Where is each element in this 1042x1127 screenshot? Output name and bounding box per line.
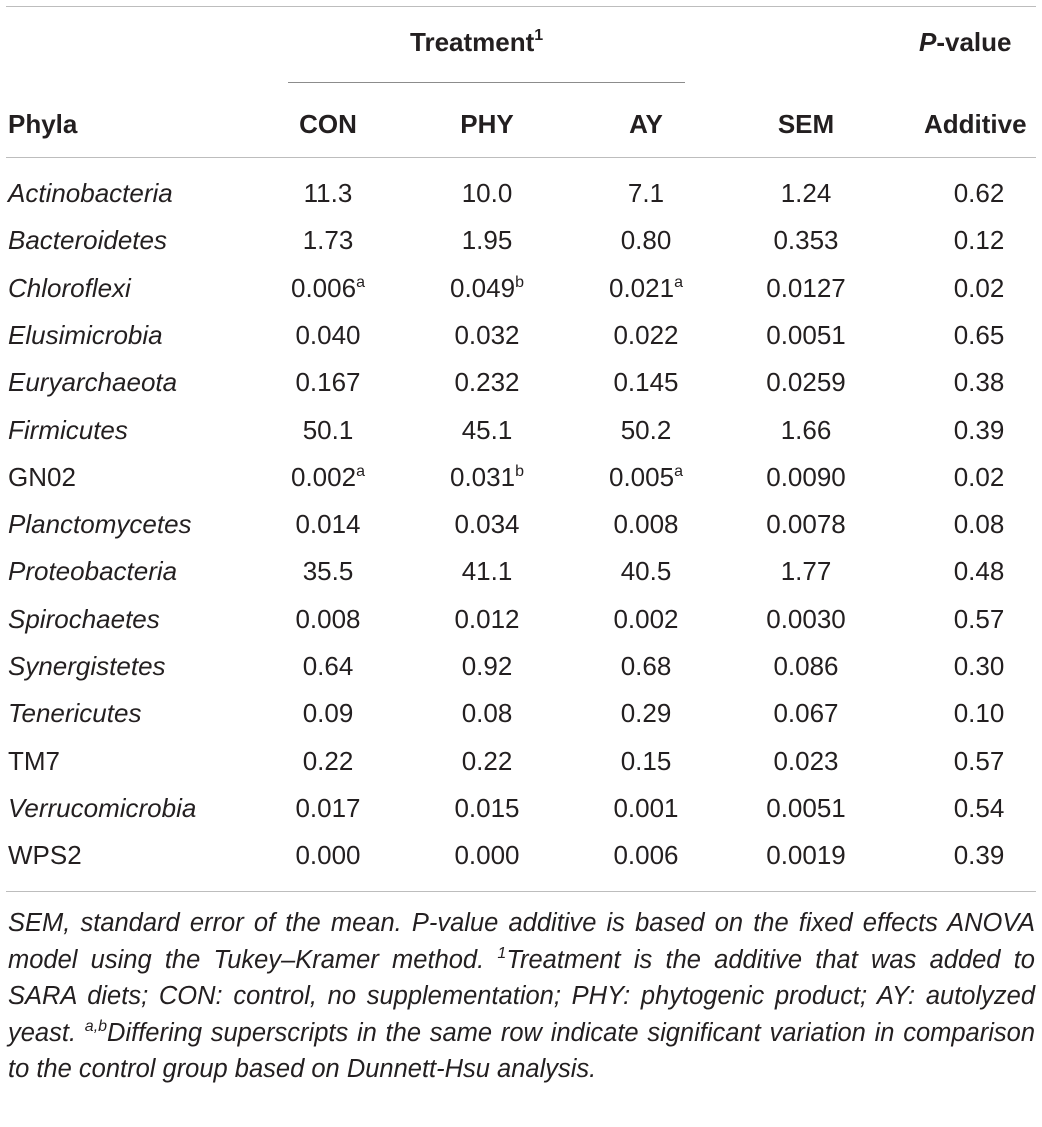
sem-value: 0.067 (773, 698, 839, 729)
header-bottom-rule (6, 157, 1036, 158)
sem-value: 0.0127 (766, 272, 846, 303)
phy-value: 0.232 (454, 367, 520, 398)
ay-value: 0.68 (620, 651, 672, 681)
phy-cell (407, 785, 567, 832)
con-value: 0.008 (295, 603, 361, 634)
ay-cell (566, 643, 726, 690)
con-cell (248, 785, 408, 832)
con-value: 0.09 (302, 698, 354, 729)
con-value: 0.014 (295, 509, 361, 540)
phyla-cell: Elusimicrobia (8, 319, 163, 350)
phy-value: 0.012 (454, 603, 520, 634)
con-cell (248, 265, 408, 312)
phy-value: 0.031 (450, 461, 516, 492)
treatment-footnote-marker: 1 (534, 27, 544, 44)
p-value: 0.08 (953, 509, 1005, 540)
phy-value: 0.034 (454, 509, 520, 540)
table-footnote (8, 905, 1035, 1088)
sem-cell (726, 738, 886, 785)
ay-cell (566, 690, 726, 737)
p-cell (899, 548, 1042, 595)
sem-cell (726, 596, 886, 643)
sem-value: 0.0090 (766, 461, 846, 492)
con-cell (248, 501, 408, 548)
table-row (0, 596, 1042, 643)
sem-value: 0.0051 (766, 792, 846, 823)
phyla-cell: Bacteroidetes (8, 225, 167, 256)
phy-cell (407, 832, 567, 879)
pvalue-header (919, 27, 1012, 57)
con-value: 50.1 (302, 414, 354, 445)
significance-superscript: a (674, 462, 683, 480)
treatment-span-rule (288, 82, 685, 83)
sem-value: 1.77 (780, 556, 832, 587)
phy-cell (407, 690, 567, 737)
phy-value: 0.000 (454, 840, 520, 871)
phyla-cell: Spirochaetes (8, 603, 160, 634)
p-value: 0.12 (953, 225, 1005, 256)
column-header-phyla: Phyla (8, 109, 78, 139)
phy-value: 0.08 (461, 698, 513, 729)
phy-cell (407, 217, 567, 264)
con-cell (248, 170, 408, 217)
ay-value: 0.15 (620, 745, 672, 776)
table-row (0, 265, 1042, 312)
phy-cell (407, 596, 567, 643)
p-cell (899, 359, 1042, 406)
ay-value: 0.145 (613, 367, 679, 398)
sem-value: 0.0051 (766, 319, 846, 350)
con-value: 0.167 (295, 367, 361, 398)
con-cell (248, 359, 408, 406)
phy-cell (407, 312, 567, 359)
p-cell (899, 312, 1042, 359)
con-cell (248, 454, 408, 501)
con-value: 0.64 (302, 651, 354, 681)
ay-cell (566, 407, 726, 454)
ay-value: 0.021 (609, 272, 675, 303)
p-value: 0.48 (953, 556, 1005, 587)
sem-cell (726, 312, 886, 359)
p-value: 0.65 (953, 319, 1005, 350)
treatment-header-label: Treatment (410, 27, 535, 57)
con-value: 0.002 (291, 461, 357, 492)
p-value: 0.38 (953, 367, 1005, 398)
con-cell (248, 832, 408, 879)
ay-value: 50.2 (620, 414, 672, 445)
p-value: 0.57 (953, 745, 1005, 776)
sem-cell (726, 454, 886, 501)
table-row (0, 217, 1042, 264)
con-cell (248, 407, 408, 454)
phyla-cell: Chloroflexi (8, 272, 131, 303)
ay-value: 0.002 (613, 603, 679, 634)
phy-cell (407, 501, 567, 548)
sem-value: 0.0078 (766, 509, 846, 540)
significance-superscript: b (515, 462, 524, 480)
ay-cell (566, 265, 726, 312)
ay-cell (566, 738, 726, 785)
p-value: 0.39 (953, 840, 1005, 871)
ay-cell (566, 501, 726, 548)
pvalue-header-rest: -value (936, 27, 1012, 57)
p-value: 0.54 (953, 792, 1005, 823)
ay-cell (566, 832, 726, 879)
con-value: 0.040 (295, 319, 361, 350)
ay-cell (566, 170, 726, 217)
p-cell (899, 265, 1042, 312)
table-bottom-rule (6, 891, 1036, 892)
sem-value: 1.24 (780, 178, 832, 208)
p-value: 0.62 (953, 178, 1005, 208)
significance-superscript: a (674, 273, 683, 291)
p-value: 0.30 (953, 651, 1005, 681)
phy-value: 0.92 (461, 651, 513, 681)
p-cell (899, 596, 1042, 643)
p-value: 0.02 (953, 272, 1005, 303)
phy-value: 0.049 (450, 272, 516, 303)
sem-cell (726, 832, 886, 879)
sem-cell (726, 265, 886, 312)
phy-cell (407, 407, 567, 454)
table-row (0, 785, 1042, 832)
sem-cell (726, 359, 886, 406)
footnote-marker-ab: a,b (84, 1017, 108, 1035)
footnote-text-2: Treatment is the additive that was added to SARA diets; CON: control, no supplementation; PHY: phytogenic product; AY: autolyzed yeast. (8, 945, 1035, 1047)
phy-cell (407, 738, 567, 785)
footnote-marker-1: 1 (497, 944, 507, 962)
phy-value: 0.015 (454, 792, 520, 823)
column-header-con: CON (299, 109, 357, 139)
sem-value: 0.0259 (766, 367, 846, 398)
phyla-cell: Actinobacteria (8, 178, 173, 208)
con-cell (248, 548, 408, 595)
table-row (0, 643, 1042, 690)
table-top-rule (6, 6, 1036, 7)
table-row (0, 832, 1042, 879)
ay-value: 7.1 (627, 178, 665, 208)
sem-value: 1.66 (780, 414, 832, 445)
phyla-cell: GN02 (8, 461, 76, 492)
ay-cell (566, 785, 726, 832)
p-cell (899, 738, 1042, 785)
sem-cell (726, 548, 886, 595)
treatment-header (410, 27, 543, 57)
ay-value: 0.008 (613, 509, 679, 540)
pvalue-header-p: P (919, 27, 937, 57)
ay-value: 0.29 (620, 698, 672, 729)
phy-value: 0.032 (454, 319, 520, 350)
ay-value: 0.006 (613, 840, 679, 871)
con-value: 0.000 (295, 840, 361, 871)
ay-cell (566, 359, 726, 406)
table-row (0, 548, 1042, 595)
ay-cell (566, 217, 726, 264)
sem-cell (726, 170, 886, 217)
significance-superscript: b (515, 273, 524, 291)
ay-value: 0.005 (609, 461, 675, 492)
column-header-sem: SEM (777, 109, 835, 139)
con-cell (248, 690, 408, 737)
phy-value: 45.1 (461, 414, 513, 445)
p-cell (899, 454, 1042, 501)
con-value: 0.017 (295, 792, 361, 823)
table-row (0, 359, 1042, 406)
footnote-text-3: Differing superscripts in the same row indicate significant variation in comparison to the control group based on Dunnett-Hsu analysis. (8, 1018, 1036, 1083)
ay-cell (566, 312, 726, 359)
con-value: 1.73 (302, 225, 354, 256)
con-cell (248, 596, 408, 643)
phyla-cell: TM7 (8, 745, 60, 776)
phy-cell (407, 454, 567, 501)
sem-cell (726, 501, 886, 548)
phyla-cell: WPS2 (8, 840, 82, 871)
con-cell (248, 643, 408, 690)
phy-cell (407, 359, 567, 406)
p-cell (899, 785, 1042, 832)
sem-cell (726, 785, 886, 832)
column-header-phy: PHY (460, 109, 514, 139)
sem-value: 0.0030 (766, 603, 846, 634)
ay-cell (566, 596, 726, 643)
column-header-additive: Additive (924, 109, 1027, 139)
phyla-cell: Synergistetes (8, 651, 166, 681)
p-cell (899, 690, 1042, 737)
con-cell (248, 738, 408, 785)
phyla-cell: Tenericutes (8, 698, 142, 729)
p-value: 0.10 (953, 698, 1005, 729)
con-value: 0.006 (291, 272, 357, 303)
sem-value: 0.023 (773, 745, 839, 776)
p-value: 0.02 (953, 461, 1005, 492)
p-value: 0.39 (953, 414, 1005, 445)
p-cell (899, 832, 1042, 879)
sem-cell (726, 217, 886, 264)
phyla-cell: Verrucomicrobia (8, 792, 197, 823)
table-row (0, 738, 1042, 785)
table-row (0, 170, 1042, 217)
p-cell (899, 170, 1042, 217)
p-cell (899, 643, 1042, 690)
sem-cell (726, 690, 886, 737)
sem-value: 0.0019 (766, 840, 846, 871)
phy-cell (407, 265, 567, 312)
phy-cell (407, 643, 567, 690)
ay-cell (566, 548, 726, 595)
p-cell (899, 217, 1042, 264)
phy-value: 1.95 (461, 225, 513, 256)
table-row (0, 312, 1042, 359)
p-cell (899, 501, 1042, 548)
footnote-text-1: SEM, standard error of the mean. P-value additive is based on the fixed effects ANOVA model using the Tukey–Kramer method. (8, 909, 1035, 974)
p-cell (899, 407, 1042, 454)
con-value: 11.3 (303, 178, 353, 208)
phy-value: 10.0 (461, 178, 513, 208)
phy-cell (407, 170, 567, 217)
sem-cell (726, 407, 886, 454)
table-row (0, 407, 1042, 454)
phyla-cell: Firmicutes (8, 414, 128, 445)
phy-value: 0.22 (461, 745, 513, 776)
table-row (0, 454, 1042, 501)
con-value: 35.5 (302, 556, 354, 587)
phyla-cell: Proteobacteria (8, 556, 178, 587)
phy-value: 41.1 (461, 556, 513, 587)
phyla-cell: Euryarchaeota (8, 367, 178, 398)
sem-value: 0.086 (773, 651, 839, 681)
ay-value: 0.001 (613, 792, 679, 823)
table-row (0, 690, 1042, 737)
con-cell (248, 217, 408, 264)
phyla-cell: Planctomycetes (8, 509, 192, 540)
con-cell (248, 312, 408, 359)
ay-value: 40.5 (620, 556, 672, 587)
p-value: 0.57 (953, 603, 1005, 634)
ay-value: 0.80 (620, 225, 672, 256)
significance-superscript: a (356, 273, 365, 291)
ay-value: 0.022 (613, 319, 679, 350)
table-row (0, 501, 1042, 548)
sem-cell (726, 643, 886, 690)
significance-superscript: a (356, 462, 365, 480)
ay-cell (566, 454, 726, 501)
con-value: 0.22 (302, 745, 354, 776)
column-header-ay: AY (629, 109, 663, 139)
phy-cell (407, 548, 567, 595)
sem-value: 0.353 (773, 225, 839, 256)
